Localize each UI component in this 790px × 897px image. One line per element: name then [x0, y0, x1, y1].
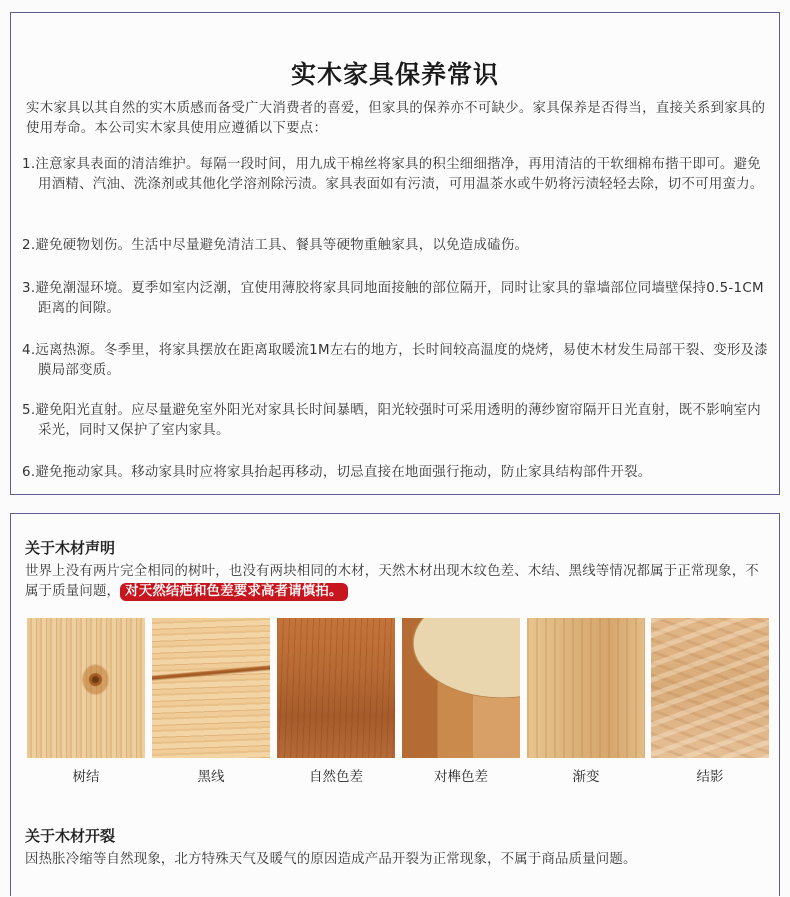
- swatch-label-color-difference: 自然色差: [309, 769, 363, 785]
- care-tip-1: 1.注意家具表面的清洁维护。每隔一段时间，用九成干棉丝将家具的积尘细细揩净，再用清洁的干软细棉布揩干即可。避免用酒精、汽油、洗涤剂或其他化学溶剂除污渍。家具表面如有污渍，可用温茶水或牛奶将污渍轻轻去除，切不可用蛮力。: [22, 157, 764, 192]
- wood-cracking-text: 因热胀冷缩等自然现象，北方特殊天气及暖气的原因造成产品开裂为正常现象，不属于商品质量问题。: [25, 852, 637, 867]
- wood-joint-color-difference-icon: [402, 618, 520, 758]
- care-intro: 实木家具以其自然的实木质感而备受广大消费者的喜爱，但家具的保养亦不可缺少。家具保养是否得当，直接关系到家具的使用寿命。本公司实木家具使用应遵循以下要点：: [26, 101, 766, 136]
- wood-statement-text: [25, 562, 770, 602]
- care-tip-6: 6.避免拖动家具。移动家具时应将家具抬起再移动，切忌直接在地面强行拖动，防止家具结构部件开裂。: [22, 465, 652, 480]
- wood-statement-highlight: 对天然结疤和色差要求高者请慎拍。: [120, 583, 347, 601]
- wood-knot-icon: [27, 618, 145, 758]
- wood-cracking-heading: 关于木材开裂: [25, 827, 116, 845]
- wood-black-line-icon: [152, 618, 270, 758]
- wood-info-panel: [10, 513, 780, 896]
- swatch-label-knot: 树结: [72, 769, 100, 785]
- wood-figure-icon: [651, 618, 769, 758]
- care-tip-2: 2.避免硬物划伤。生活中尽量避免清洁工具、餐具等硬物重触家具，以免造成磕伤。: [22, 238, 529, 253]
- wood-statement-heading: 关于木材声明: [25, 539, 116, 557]
- care-tip-4: 4.远离热源。冬季里，将家具摆放在距离取暖流1M左右的地方，长时间较高温度的烧烤，易使木材发生局部干裂、变形及漆膜局部变质。: [22, 343, 768, 378]
- care-title: 实木家具保养常识: [290, 60, 499, 89]
- swatch-label-black-line: 黑线: [197, 769, 225, 785]
- care-tip-5: 5.避免阳光直射。应尽量避免室外阳光对家具长时间暴晒，阳光较强时可采用透明的薄纱窗帘隔开日光直射，既不影响室内采光，同时又保护了室内家具。: [22, 403, 761, 438]
- care-tip-3: 3.避免潮湿环境。夏季如室内泛潮，宜使用薄胶将家具同地面接触的部位隔开，同时让家具的靠墙部位同墙壁保持0.5-1CM距离的间隙。: [22, 281, 764, 316]
- wood-sample-gallery: [27, 618, 771, 758]
- wood-statement-body: 世界上没有两片完全相同的树叶，也没有两块相同的木材，天然木材出现木纹色差、木结、黑线等情况都属于正常现象，不属于质量问题，: [25, 564, 759, 599]
- swatch-label-joint-color-difference: 对榫色差: [434, 769, 488, 785]
- wood-color-difference-icon: [277, 618, 395, 758]
- wood-gradient-icon: [527, 618, 645, 758]
- swatch-label-figure: 结影: [696, 769, 724, 785]
- swatch-label-gradient: 渐变: [572, 769, 600, 785]
- furniture-care-panel: [10, 12, 780, 495]
